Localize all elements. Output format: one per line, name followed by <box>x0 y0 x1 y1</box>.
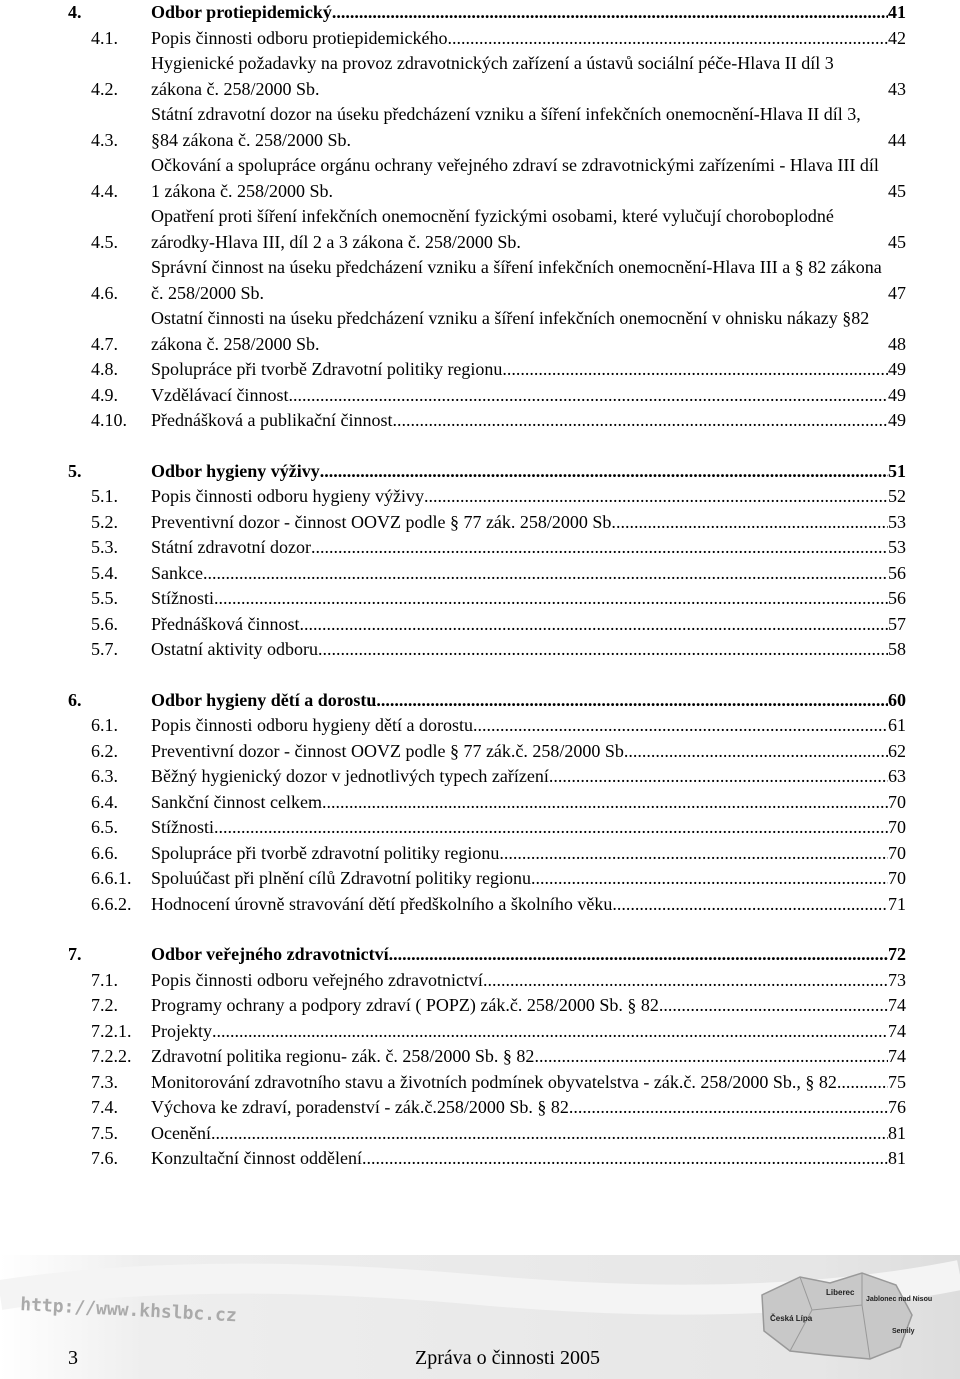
toc-page: 49 <box>888 359 906 379</box>
dot-leader <box>473 713 888 739</box>
toc-number: 6.1. <box>91 715 118 735</box>
toc-number: 6.3. <box>91 766 118 786</box>
toc-number: 6.5. <box>91 817 118 837</box>
dot-leader <box>502 357 888 383</box>
toc-page: 74 <box>888 1046 906 1066</box>
toc-title: Preventivní dozor - činnost OOVZ podle § 77 zák.č. 258/2000 Sb. <box>151 740 629 761</box>
toc-title: Ostatní činnosti na úseku předcházení vzniku a šíření infekčních onemocnění v ohnisku nákazy §82 zákona č. 258/2000 Sb. <box>151 308 870 354</box>
toc-title: Přednášková činnost <box>151 613 300 634</box>
map-label-ceska-lipa: Česká Lípa <box>770 1314 813 1323</box>
dot-leader <box>362 1146 888 1172</box>
toc-page: 58 <box>888 639 906 659</box>
toc-number: 5.2. <box>91 511 118 532</box>
toc-entry[interactable] <box>68 993 906 1019</box>
toc-title: Hygienické požadavky na provoz zdravotnických zařízení a ústavů sociální péče-Hlava II díl 3 zákona č. 258/2000 Sb. <box>151 53 834 99</box>
toc-title: Zdravotní politika regionu- zák. č. 258/2000 Sb. § 82 <box>151 1046 535 1066</box>
dot-leader <box>376 688 888 714</box>
page-number: 3 <box>68 1347 78 1369</box>
toc-entry[interactable] <box>68 26 906 52</box>
toc-title: Spoluúčast při plnění cílů Zdravotní politiky regionu <box>151 868 531 888</box>
dot-leader <box>534 1044 888 1070</box>
dot-leader <box>612 892 888 918</box>
toc-chapter[interactable] <box>68 459 906 485</box>
toc-number: 5.6. <box>91 613 118 634</box>
toc-entry[interactable] <box>68 561 906 587</box>
toc-page: 52 <box>888 486 906 506</box>
toc-entry[interactable] <box>68 764 906 790</box>
toc-title: Popis činnosti odboru protiepidemického <box>151 27 448 48</box>
toc-number: 4.6. <box>91 282 118 303</box>
toc-page: 47 <box>888 282 906 303</box>
toc-title: Popis činnosti odboru hygieny výživy <box>151 486 424 506</box>
toc-number: 4.10. <box>91 410 127 430</box>
toc-entry[interactable] <box>68 790 906 816</box>
toc-number: 7.2. <box>91 995 118 1015</box>
map-label-jablonec: Jablonec nad Nisou <box>866 1296 933 1303</box>
dot-leader <box>659 993 888 1019</box>
toc-entry[interactable] <box>68 612 906 638</box>
toc-page: 81 <box>888 1122 906 1143</box>
dot-leader <box>322 790 888 816</box>
toc-number: 4.5. <box>91 231 118 252</box>
toc-number: 7.1. <box>91 969 118 990</box>
toc-entry[interactable] <box>68 204 906 255</box>
toc-number: 4.2. <box>91 78 118 99</box>
toc-title: Výchova ke zdraví, poradenství - zák.č.258/2000 Sb. § 82 <box>151 1097 569 1117</box>
toc-entry[interactable] <box>68 892 906 918</box>
toc-number: 6.6. <box>91 842 118 863</box>
dot-leader <box>499 841 888 867</box>
toc-page: 51 <box>888 460 906 481</box>
dot-leader <box>332 0 888 26</box>
dot-leader <box>447 26 888 52</box>
toc-number: 7. <box>68 944 82 964</box>
toc-page: 45 <box>888 180 906 201</box>
toc-entry[interactable] <box>68 535 906 561</box>
toc-title: Očkování a spolupráce orgánu ochrany veřejného zdraví se zdravotnickými zařízeními - Hlava III díl 1 zákona č. 258/2000 Sb. <box>151 155 879 201</box>
toc-entry[interactable] <box>68 1095 906 1121</box>
dot-leader <box>288 383 888 409</box>
toc-chapter[interactable] <box>68 688 906 714</box>
toc-entry[interactable] <box>68 1044 906 1070</box>
dot-leader <box>318 637 888 663</box>
toc-page: 41 <box>888 2 906 22</box>
dot-leader <box>203 561 888 587</box>
toc-page: 57 <box>888 613 906 634</box>
toc-title: Vzdělávací činnost <box>151 384 289 405</box>
toc-title: Preventivní dozor - činnost OOVZ podle § 77 zák. 258/2000 Sb. <box>151 511 616 532</box>
toc-title: Spolupráce při tvorbě Zdravotní politiky regionu <box>151 359 503 379</box>
footer-url: http://www.khslbc.cz <box>19 1294 238 1327</box>
toc-entry[interactable] <box>68 866 906 892</box>
toc-title: Přednášková a publikační činnost <box>151 410 393 430</box>
toc-entry[interactable] <box>68 1070 906 1096</box>
toc-title: Odbor hygieny dětí a dorostu <box>151 689 377 710</box>
toc-page: 43 <box>888 78 906 99</box>
toc-title: Spolupráce při tvorbě zdravotní politiky regionu <box>151 842 500 863</box>
toc-entry[interactable] <box>68 383 906 409</box>
toc-page: 56 <box>888 562 906 583</box>
toc-page: 70 <box>888 791 906 812</box>
toc-number: 6.6.2. <box>91 893 132 914</box>
toc-page: 45 <box>888 231 906 252</box>
toc-entry[interactable] <box>68 586 906 612</box>
toc-number: 4.4. <box>91 180 118 201</box>
toc-entry[interactable] <box>68 739 906 765</box>
dot-leader <box>389 942 888 968</box>
toc-title: Správní činnost na úseku předcházení vzniku a šíření infekčních onemocnění-Hlava III a § 82 zákona č. 258/2000 Sb. <box>151 257 882 303</box>
dot-leader <box>212 1019 888 1045</box>
toc-entry[interactable] <box>68 102 906 153</box>
toc-number: 6.2. <box>91 740 118 761</box>
dot-leader <box>392 408 888 434</box>
dot-leader <box>837 1070 888 1096</box>
toc-page: 48 <box>888 333 906 354</box>
toc-number: 5.1. <box>91 486 118 506</box>
toc-number: 7.5. <box>91 1122 118 1143</box>
toc-title: Popis činnosti odboru hygieny dětí a dorostu <box>151 715 473 735</box>
toc-page: 56 <box>888 588 906 608</box>
toc-page: 44 <box>888 129 906 150</box>
toc-page: 76 <box>888 1097 906 1117</box>
toc-chapter[interactable] <box>68 942 906 968</box>
toc-chapter[interactable] <box>68 0 906 26</box>
toc-title: Konzultační činnost oddělení <box>151 1148 362 1168</box>
dot-leader <box>531 866 888 892</box>
toc-number: 4. <box>68 2 82 22</box>
toc-number: 7.2.2. <box>91 1046 132 1066</box>
toc-entry[interactable] <box>68 408 906 434</box>
toc-page: 49 <box>888 410 906 430</box>
toc-title: Státní zdravotní dozor <box>151 537 311 557</box>
toc-title: Odbor protiepidemický <box>151 2 332 22</box>
toc-page: 63 <box>888 766 906 786</box>
dot-leader <box>483 968 888 994</box>
toc-page: 60 <box>888 689 906 710</box>
dot-leader <box>311 535 888 561</box>
toc-page: 53 <box>888 537 906 557</box>
table-of-contents <box>68 0 906 1172</box>
toc-title: Stížnosti <box>151 588 215 608</box>
toc-page: 53 <box>888 511 906 532</box>
toc-entry[interactable] <box>68 1019 906 1045</box>
dot-leader <box>214 586 888 612</box>
toc-number: 4.9. <box>91 384 118 405</box>
toc-entry[interactable] <box>68 255 906 306</box>
toc-title: Projekty <box>151 1020 212 1041</box>
toc-number: 7.6. <box>91 1148 118 1168</box>
toc-entry[interactable] <box>68 713 906 739</box>
toc-title: Běžný hygienický dozor v jednotlivých typech zařízení <box>151 766 549 786</box>
dot-leader <box>616 510 888 536</box>
toc-page: 49 <box>888 384 906 405</box>
toc-page: 72 <box>888 944 906 964</box>
toc-number: 4.7. <box>91 333 118 354</box>
map-label-liberec: Liberec <box>826 1288 855 1297</box>
toc-title: Státní zdravotní dozor na úseku předcházení vzniku a šíření infekčních onemocnění-Hlava II díl 3, §84 zákona č. 258/2000 Sb. <box>151 104 861 150</box>
toc-entry[interactable] <box>68 153 906 204</box>
dot-leader <box>569 1095 888 1121</box>
toc-title: Sankční činnost celkem <box>151 791 322 812</box>
dot-leader <box>549 764 888 790</box>
toc-title: Ostatní aktivity odboru <box>151 639 318 659</box>
toc-page: 71 <box>888 893 906 914</box>
toc-number: 7.2.1. <box>91 1020 132 1041</box>
toc-title: Hodnocení úrovně stravování dětí předškolního a školního věku <box>151 893 613 914</box>
toc-page: 75 <box>888 1071 906 1092</box>
toc-number: 4.1. <box>91 27 118 48</box>
toc-number: 5.5. <box>91 588 118 608</box>
toc-number: 5.4. <box>91 562 118 583</box>
toc-title: Popis činnosti odboru veřejného zdravotnictví <box>151 969 483 990</box>
toc-page: 73 <box>888 969 906 990</box>
toc-title: Programy ochrany a podpory zdraví ( POPZ) zák.č. 258/2000 Sb. § 82 <box>151 995 659 1015</box>
toc-entry[interactable] <box>68 357 906 383</box>
toc-page: 61 <box>888 715 906 735</box>
toc-number: 5.7. <box>91 639 118 659</box>
toc-title: Odbor veřejného zdravotnictví <box>151 944 389 964</box>
toc-page: 62 <box>888 740 906 761</box>
toc-page: 70 <box>888 868 906 888</box>
toc-page: 42 <box>888 27 906 48</box>
toc-entry[interactable] <box>68 841 906 867</box>
toc-title: Sankce <box>151 562 203 583</box>
toc-title: Odbor hygieny výživy <box>151 460 320 481</box>
toc-entry[interactable] <box>68 815 906 841</box>
toc-entry[interactable] <box>68 1121 906 1147</box>
map-label-semily: Semily <box>892 1328 915 1335</box>
dot-leader <box>320 459 888 485</box>
dot-leader <box>299 612 888 638</box>
toc-title: Opatření proti šíření infekčních onemocnění fyzickými osobami, které vylučují choroboplodné zárodky-Hlava III, díl 2 a 3 zákona č. 258/2000 Sb. <box>151 206 834 252</box>
toc-entry[interactable] <box>68 1146 906 1172</box>
toc-page: 74 <box>888 995 906 1015</box>
toc-number: 5. <box>68 460 82 481</box>
toc-number: 6. <box>68 689 82 710</box>
toc-entry[interactable] <box>68 484 906 510</box>
toc-title: Monitorování zdravotního stavu a životních podmínek obyvatelstva - zák.č. 258/2000 Sb., § 82 <box>151 1071 837 1092</box>
footer-title: Zpráva o činnosti 2005 <box>415 1347 600 1369</box>
toc-entry[interactable] <box>68 306 906 357</box>
dot-leader <box>424 484 888 510</box>
toc-entry[interactable] <box>68 968 906 994</box>
toc-entry[interactable] <box>68 637 906 663</box>
toc-page: 70 <box>888 842 906 863</box>
toc-number: 6.4. <box>91 791 118 812</box>
toc-page: 70 <box>888 817 906 837</box>
toc-page: 74 <box>888 1020 906 1041</box>
toc-entry[interactable] <box>68 510 906 536</box>
toc-title: Ocenění <box>151 1122 211 1143</box>
dot-leader <box>628 739 888 765</box>
toc-number: 4.8. <box>91 359 118 379</box>
toc-number: 7.4. <box>91 1097 118 1117</box>
toc-number: 7.3. <box>91 1071 118 1092</box>
toc-entry[interactable] <box>68 51 906 102</box>
toc-number: 4.3. <box>91 129 118 150</box>
toc-number: 5.3. <box>91 537 118 557</box>
toc-title: Stížnosti <box>151 817 215 837</box>
dot-leader <box>214 815 888 841</box>
dot-leader <box>211 1121 888 1147</box>
toc-number: 6.6.1. <box>91 868 132 888</box>
toc-page: 81 <box>888 1148 906 1168</box>
